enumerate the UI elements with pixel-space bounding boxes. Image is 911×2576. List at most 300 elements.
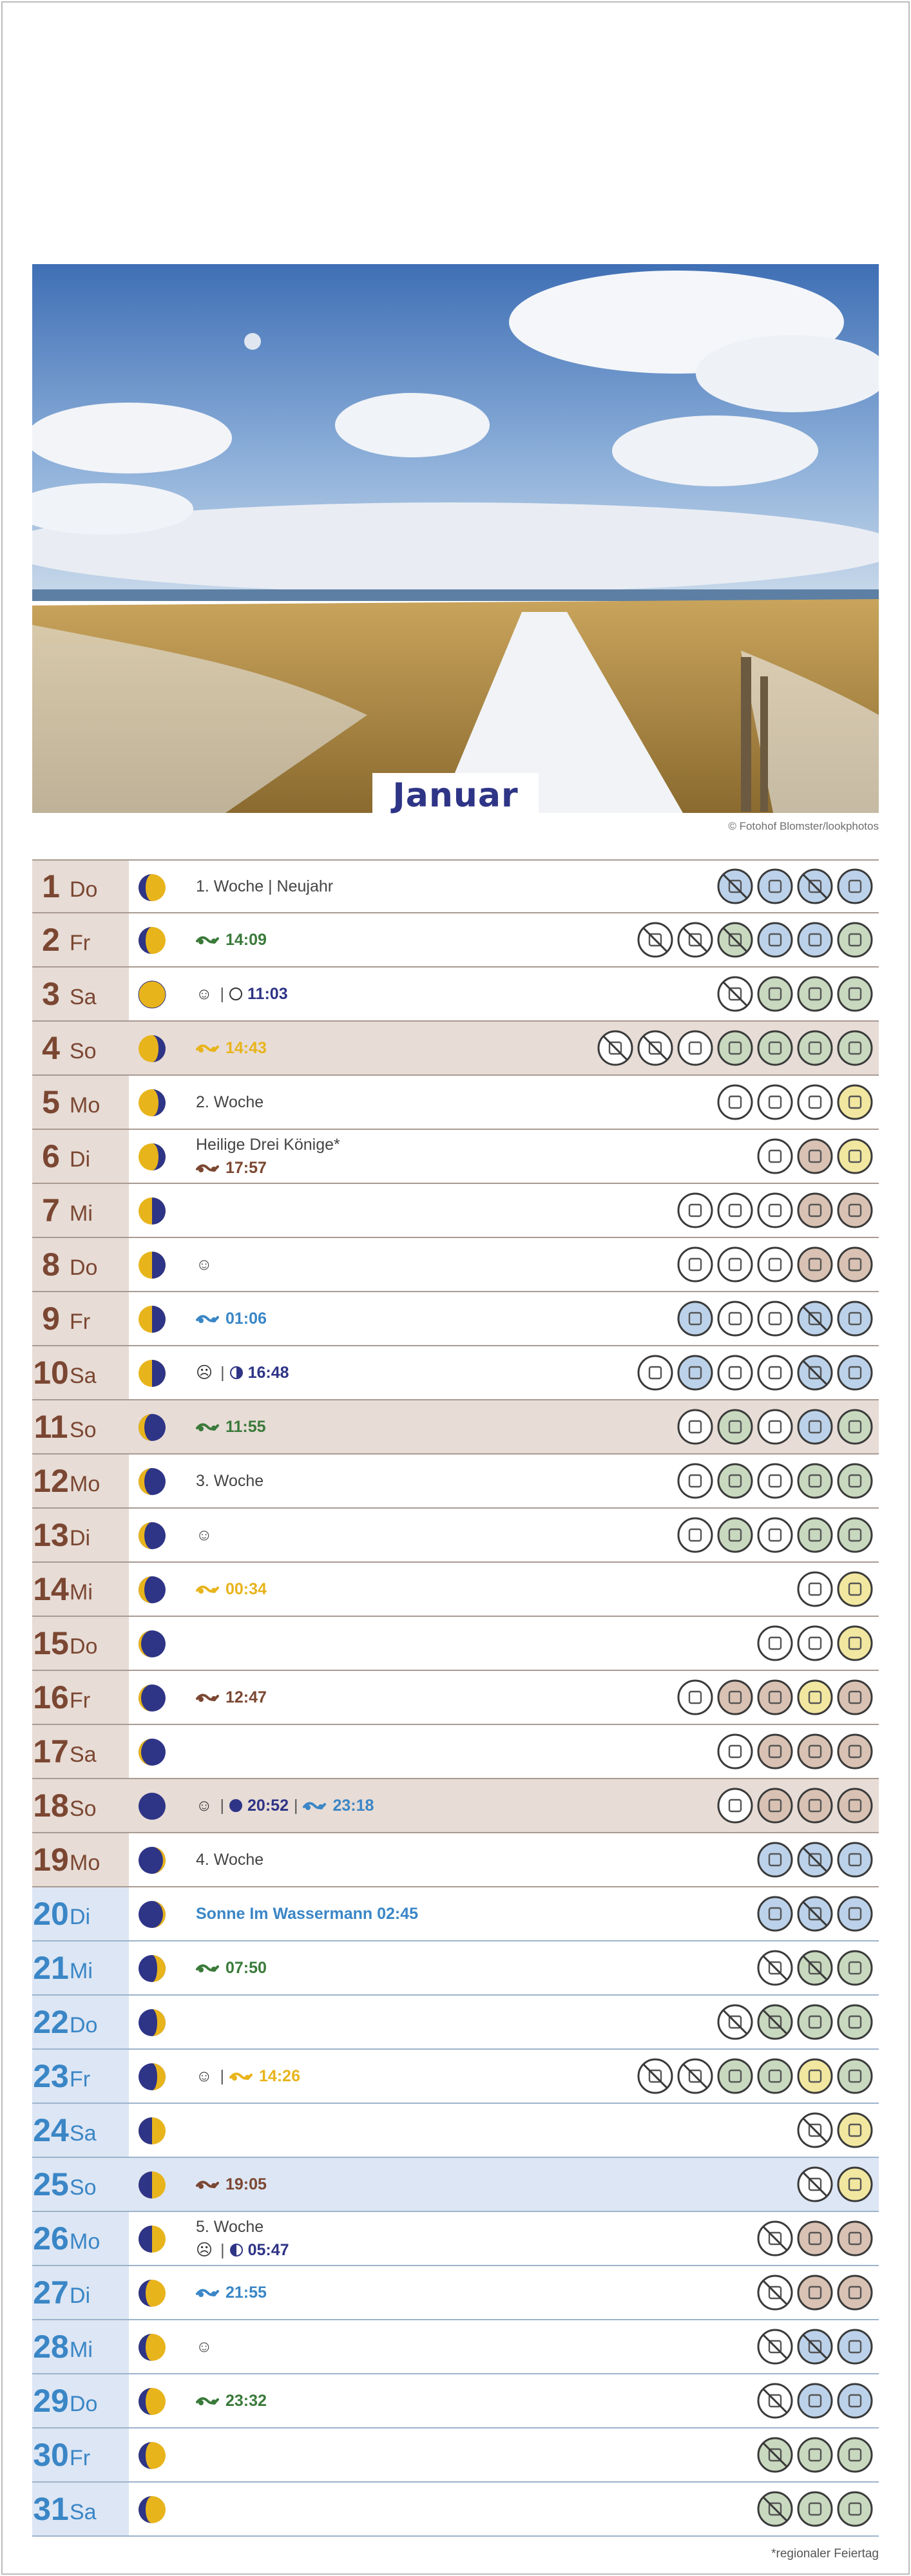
activity-no-blue-icon (796, 1841, 834, 1878)
activity-green-icon (836, 1949, 874, 1987)
crab-icon (196, 1420, 219, 1433)
moon-phase-icon (137, 1846, 167, 1875)
day-number: 11 (34, 1409, 68, 1445)
info-text: ☺ (196, 1526, 213, 1544)
activity-plain-icon (676, 1246, 714, 1283)
twins-icon (196, 1312, 219, 1325)
weekday-name: Fr (70, 1309, 91, 1334)
activity-plain-icon (676, 1029, 714, 1067)
day-info (196, 2158, 267, 2211)
weekday-name: Sa (70, 2121, 97, 2146)
activity-no-green-icon (716, 921, 754, 959)
weekday-name: Mo (70, 1850, 101, 1875)
date-cell (32, 2104, 129, 2157)
activity-brown-icon (756, 1787, 794, 1824)
weekday-name: Mi (70, 1958, 93, 1983)
time-text: 07:50 (225, 1959, 267, 1977)
activity-yellow-icon (796, 2057, 834, 2095)
archer-icon (229, 2070, 253, 2083)
activity-plain-icon (756, 1516, 794, 1554)
activity-green-icon (836, 2057, 874, 2095)
scales-icon (303, 1799, 326, 1812)
date-cell (32, 2050, 129, 2103)
activity-no-green-icon (756, 2003, 794, 2041)
weekday-name: Sa (70, 2499, 97, 2524)
activity-no-blue-icon (716, 868, 754, 905)
moon-phase-icon (137, 1629, 167, 1659)
date-cell (32, 1238, 129, 1291)
calendar-row (32, 1996, 879, 2050)
moon-phase-icon (137, 2224, 167, 2254)
time-text: 19:05 (225, 2175, 267, 2193)
date-cell (32, 1887, 129, 1940)
time-text: 12:47 (225, 1688, 267, 1706)
activity-blue-icon (836, 1354, 874, 1391)
separator: | (220, 1364, 225, 1382)
activity-blue-icon (836, 2382, 874, 2419)
date-cell (32, 1509, 129, 1561)
day-number: 14 (33, 1571, 69, 1607)
weekday-name: So (70, 1417, 97, 1442)
weekday-name: Do (70, 1255, 98, 1280)
moon-phase-icon (137, 1791, 167, 1821)
moon-phase-icon (137, 1304, 167, 1334)
calendar-row (32, 1346, 879, 1400)
calendar-row (32, 2212, 879, 2266)
moon-phase-icon (137, 1467, 167, 1496)
time-text: 00:34 (225, 1580, 267, 1598)
day-number: 20 (33, 1896, 69, 1932)
activity-plain-icon (796, 1625, 834, 1662)
activity-no-icon (676, 921, 714, 959)
calendar-row (32, 2428, 879, 2483)
moon-phase-icon (137, 1683, 167, 1713)
day-number: 13 (33, 1517, 69, 1553)
info-line (196, 930, 267, 949)
activity-icons (796, 1563, 874, 1616)
date-cell (32, 2428, 129, 2481)
day-number: 27 (33, 2275, 69, 2311)
activity-icons (716, 1076, 874, 1129)
activity-brown-icon (836, 2220, 874, 2257)
activity-brown-icon (796, 1787, 834, 1824)
activity-plain-icon (716, 1300, 754, 1337)
activity-icons (716, 1996, 874, 2048)
activity-green-icon (796, 2436, 834, 2474)
moon-phase-icon (137, 2062, 167, 2092)
calendar-row (32, 1022, 879, 1076)
activity-plain-icon (676, 1462, 714, 1500)
info-text: ☺ (196, 2338, 213, 2356)
date-cell (32, 1400, 129, 1453)
activity-green-icon (796, 1516, 834, 1554)
weekday-name: Sa (70, 1742, 97, 1767)
separator: | (220, 2241, 225, 2259)
info-line (196, 1158, 340, 1178)
activity-plain-icon (756, 1300, 794, 1337)
activity-green-icon (836, 2490, 874, 2528)
info-line (196, 2391, 267, 2410)
info-line (196, 1135, 340, 1154)
weekday-name: Mo (70, 1471, 101, 1496)
calendar-row (32, 1779, 879, 1833)
info-line (196, 1092, 264, 1112)
date-cell (32, 1130, 129, 1183)
fish-icon (196, 2394, 219, 2407)
weekday-name: Do (70, 1634, 98, 1659)
date-cell (32, 1617, 129, 1670)
info-text: 2. Woche (196, 1093, 264, 1111)
weekday-name: Do (70, 2012, 98, 2037)
frown-icon: ☹ (196, 1364, 213, 1382)
weekday-name: Di (70, 1525, 91, 1550)
day-info (196, 1779, 374, 1832)
activity-no-green-icon (756, 2436, 794, 2474)
waterman-icon (196, 2286, 219, 2299)
calendar-row (32, 1617, 879, 1671)
activity-icons (756, 2483, 874, 2535)
calendar-row (32, 968, 879, 1022)
activity-blue-icon (836, 1841, 874, 1878)
weekday-name: Sa (70, 1363, 97, 1388)
calendar-table (32, 859, 879, 2537)
activity-no-icon (756, 2220, 794, 2257)
activity-plain-icon (756, 1625, 794, 1662)
day-info (196, 913, 267, 966)
activity-plain-icon (756, 1462, 794, 1500)
day-number: 22 (33, 2004, 69, 2040)
info-line (196, 1850, 264, 1869)
time-text: 14:26 (259, 2067, 300, 2085)
calendar-row (32, 2320, 879, 2374)
day-info (196, 1130, 340, 1183)
calendar-row (32, 1076, 879, 1130)
weekday-name: Mi (70, 2337, 93, 2362)
activity-no-icon (716, 2003, 754, 2041)
calendar-row (32, 1455, 879, 1509)
activity-icons (756, 1617, 874, 1670)
calendar-row (32, 1833, 879, 1887)
info-line (196, 2240, 289, 2260)
day-number: 12 (33, 1463, 69, 1499)
day-info (196, 1509, 213, 1561)
activity-brown-icon (756, 1733, 794, 1770)
day-info (196, 861, 333, 912)
goat-icon (196, 2178, 219, 2191)
weekday-name: Mi (70, 1579, 93, 1605)
activity-icons (756, 2320, 874, 2373)
weekday-name: So (70, 1796, 97, 1821)
activity-blue-icon (756, 868, 794, 905)
day-info (196, 1833, 264, 1886)
activity-icons (637, 913, 874, 966)
activity-brown-icon (796, 1246, 834, 1283)
day-info (196, 2266, 267, 2319)
date-cell (32, 1292, 129, 1345)
activity-icons (716, 1725, 874, 1778)
activity-icons (676, 1400, 874, 1453)
activity-icons (756, 2428, 874, 2481)
calendar-row (32, 2266, 879, 2320)
day-info (196, 1292, 267, 1345)
day-info (196, 1887, 418, 1940)
activity-no-blue-icon (796, 2328, 834, 2365)
activity-brown-icon (796, 1138, 834, 1175)
time-text: 21:55 (225, 2284, 267, 2302)
activity-no-icon (756, 2274, 794, 2311)
weekday-name: Fr (70, 1688, 91, 1713)
weekday-name: Mo (70, 2229, 101, 2254)
activity-green-icon (756, 2057, 794, 2095)
activity-icons (676, 1671, 874, 1724)
footnote: *regionaler Feiertag (771, 2547, 879, 2561)
activity-plain-icon (676, 1192, 714, 1229)
date-cell (32, 1942, 129, 1994)
activity-no-icon (676, 2057, 714, 2095)
activity-green-icon (716, 2057, 754, 2095)
info-line (196, 877, 333, 896)
weekday-name: Fr (70, 2445, 91, 2470)
time-text: 05:47 (247, 2241, 289, 2259)
weekday-name: Mi (70, 1201, 93, 1226)
day-number: 4 (42, 1030, 60, 1066)
day-number: 18 (33, 1788, 69, 1824)
activity-icons (756, 1887, 874, 1940)
day-info (196, 968, 288, 1020)
activity-brown-icon (756, 1679, 794, 1716)
month-title: Januar (392, 776, 519, 815)
time-text: 11:55 (225, 1418, 266, 1436)
moon-phase-icon (137, 1737, 167, 1767)
weekday-name: Do (70, 2391, 98, 2416)
activity-no-icon (756, 2328, 794, 2365)
sun-sign-text: Sonne Im Wassermann 02:45 (196, 1905, 419, 1923)
date-cell (32, 2483, 129, 2535)
lion-icon (196, 1583, 219, 1596)
day-number: 19 (33, 1842, 69, 1878)
date-cell (32, 1779, 129, 1832)
date-cell (32, 1996, 129, 2048)
landscape-photo (32, 264, 879, 813)
activity-green-icon (836, 1029, 874, 1067)
time-text: 11:03 (247, 985, 288, 1003)
activity-plain-icon (716, 1246, 754, 1283)
info-line (196, 1417, 266, 1436)
info-line (196, 2283, 267, 2302)
moon-phase-icon (137, 1359, 167, 1388)
date-cell (32, 913, 129, 966)
day-number: 29 (33, 2383, 69, 2419)
activity-brown-icon (836, 1679, 874, 1716)
activity-plain-icon (637, 1354, 674, 1391)
activity-no-icon (597, 1029, 634, 1067)
activity-icons (676, 1238, 874, 1291)
moon-phase-icon (137, 1088, 167, 1118)
fish-icon (196, 933, 219, 946)
info-text: Heilige Drei Könige* (196, 1136, 340, 1154)
activity-no-icon (716, 975, 754, 1013)
activity-yellow-icon (836, 2166, 874, 2203)
activity-brown-icon (836, 1246, 874, 1283)
activity-green-icon (836, 1462, 874, 1500)
info-line (196, 2337, 213, 2356)
activity-brown-icon (836, 1733, 874, 1770)
calendar-row (32, 1725, 879, 1779)
activity-icons (756, 2266, 874, 2319)
activity-plain-icon (756, 1246, 794, 1283)
moon-phase-icon (137, 1250, 167, 1280)
day-info (196, 2320, 213, 2373)
activity-brown-icon (796, 1733, 834, 1770)
activity-icons (676, 1184, 874, 1237)
activity-green-icon (716, 1029, 754, 1067)
info-line (196, 1796, 374, 1815)
activity-green-icon (756, 1029, 794, 1067)
activity-green-icon (836, 2003, 874, 2041)
activity-green-icon (836, 921, 874, 959)
moon-phase-icon (137, 873, 167, 902)
moon-phase-icon (137, 1575, 167, 1605)
day-number: 1 (42, 868, 60, 904)
date-cell (32, 1076, 129, 1129)
activity-green-icon (836, 1408, 874, 1445)
activity-icons (676, 1292, 874, 1345)
activity-icons (676, 1509, 874, 1561)
activity-icons (796, 2158, 874, 2211)
calendar-row (32, 2374, 879, 2428)
calendar-row (32, 1130, 879, 1184)
date-cell (32, 2374, 129, 2427)
separator: | (220, 1797, 225, 1815)
activity-plain-icon (756, 1192, 794, 1229)
moon-phase-icon (137, 1142, 167, 1172)
activity-green-icon (836, 1516, 874, 1554)
activity-plain-icon (716, 1083, 754, 1121)
time-text: 14:43 (225, 1039, 267, 1057)
activity-no-green-icon (796, 1949, 834, 1987)
calendar-row (32, 1887, 879, 1942)
activity-blue-icon (796, 921, 834, 959)
calendar-row (32, 1942, 879, 1996)
activity-blue-icon (836, 868, 874, 905)
moon-phase-icon (137, 2170, 167, 2200)
day-number: 8 (42, 1246, 60, 1283)
info-line (196, 1309, 267, 1328)
half-moon-icon (230, 2244, 243, 2256)
calendar-row (32, 2050, 879, 2104)
info-text: 4. Woche (196, 1851, 264, 1869)
date-cell (32, 1346, 129, 1399)
activity-green-icon (796, 2490, 834, 2528)
moon-phase-icon (137, 1954, 167, 1983)
activity-no-icon (637, 921, 674, 959)
activity-no-blue-icon (796, 868, 834, 905)
day-number: 21 (33, 1950, 69, 1986)
info-line (196, 2066, 300, 2086)
calendar-row (32, 2158, 879, 2212)
day-number: 10 (33, 1355, 69, 1391)
activity-icons (756, 2212, 874, 2265)
moon-phase-icon (137, 926, 167, 955)
activity-brown-icon (836, 2274, 874, 2311)
date-cell (32, 861, 129, 912)
calendar-row (32, 1509, 879, 1563)
info-line (196, 1255, 213, 1274)
activity-green-icon (836, 2436, 874, 2474)
activity-icons (756, 1942, 874, 1994)
day-info (196, 1400, 266, 1453)
info-line (196, 1958, 267, 1978)
day-number: 28 (33, 2329, 69, 2365)
smile-icon: ☺ (196, 1797, 213, 1815)
moon-phase-icon (137, 2387, 167, 2416)
activity-plain-icon (756, 1083, 794, 1121)
activity-icons (756, 1833, 874, 1886)
activity-plain-icon (716, 1354, 754, 1391)
activity-yellow-icon (836, 1083, 874, 1121)
moon-phase-icon (137, 2495, 167, 2524)
activity-blue-icon (796, 1408, 834, 1445)
scorpion-icon (196, 1961, 219, 1974)
activity-plain-icon (756, 1354, 794, 1391)
bull-icon (196, 1161, 219, 1174)
activity-green-icon (756, 975, 794, 1013)
activity-yellow-icon (836, 2112, 874, 2149)
day-number: 7 (42, 1192, 60, 1228)
activity-brown-icon (836, 1192, 874, 1229)
date-cell (32, 2212, 129, 2265)
activity-no-icon (756, 1949, 794, 1987)
activity-plain-icon (796, 1083, 834, 1121)
info-line (196, 2175, 267, 2194)
activity-plain-icon (716, 1733, 754, 1770)
day-info (196, 2050, 300, 2103)
activity-icons (637, 2050, 874, 2103)
activity-blue-icon (796, 2382, 834, 2419)
time-text: 16:48 (247, 1364, 289, 1382)
activity-blue-icon (836, 2328, 874, 2365)
activity-icons (756, 1130, 874, 1183)
day-number: 23 (33, 2058, 69, 2094)
activity-no-blue-icon (796, 1895, 834, 1932)
activity-yellow-icon (836, 1570, 874, 1608)
info-line (196, 984, 288, 1004)
moon-phase-icon (137, 2116, 167, 2146)
date-cell (32, 968, 129, 1020)
activity-yellow-icon (836, 1138, 874, 1175)
calendar-row (32, 2483, 879, 2537)
day-info (196, 1076, 264, 1129)
activity-no-green-icon (756, 2490, 794, 2528)
calendar-row (32, 913, 879, 968)
activity-icons (796, 2104, 874, 2157)
activity-blue-icon (676, 1300, 714, 1337)
moon-phase-icon (137, 980, 167, 1009)
activity-green-icon (836, 975, 874, 1013)
date-cell (32, 1833, 129, 1886)
weekday-name: Di (70, 1904, 91, 1929)
calendar-row (32, 1184, 879, 1238)
day-info (196, 1022, 267, 1074)
smile-icon: ☺ (196, 985, 213, 1003)
date-cell (32, 1455, 129, 1507)
activity-no-icon (637, 1029, 674, 1067)
time-text: 23:18 (332, 1797, 374, 1815)
info-line (196, 1363, 289, 1382)
activity-icons (716, 1779, 874, 1832)
half-moon-icon (230, 1366, 243, 1379)
activity-blue-icon (756, 1841, 794, 1878)
